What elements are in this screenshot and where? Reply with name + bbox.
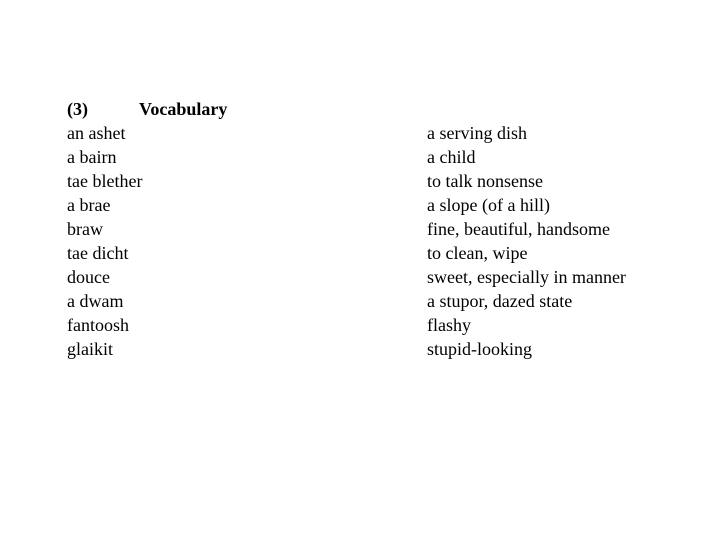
vocab-definition: sweet, especially in manner — [427, 267, 626, 287]
vocab-definition: a child — [427, 147, 476, 167]
vocab-definition: to clean, wipe — [427, 243, 528, 263]
vocab-definition: flashy — [427, 315, 471, 335]
vocab-term: fantoosh — [67, 315, 129, 335]
section-title: Vocabulary — [139, 99, 228, 119]
vocab-definition: a stupor, dazed state — [427, 291, 573, 311]
vocab-definition: to talk nonsense — [427, 171, 543, 191]
vocab-term: a bairn — [67, 147, 117, 167]
vocab-definition: fine, beautiful, handsome — [427, 219, 610, 239]
vocab-term: tae dicht — [67, 243, 129, 263]
vocab-definition: stupid-looking — [427, 339, 533, 359]
vocab-term: tae blether — [67, 171, 143, 191]
vocab-term: glaikit — [67, 339, 113, 359]
vocab-term: douce — [67, 267, 110, 287]
definition-list — [427, 121, 707, 361]
vocab-definition: a serving dish — [427, 123, 527, 143]
vocab-term: an ashet — [67, 123, 126, 143]
term-list — [67, 121, 367, 361]
section-number: (3) — [67, 99, 88, 119]
section-heading — [67, 97, 227, 121]
vocab-term: a brae — [67, 195, 111, 215]
vocab-term: a dwam — [67, 291, 124, 311]
vocab-definition: a slope (of a hill) — [427, 195, 550, 215]
vocab-term: braw — [67, 219, 103, 239]
